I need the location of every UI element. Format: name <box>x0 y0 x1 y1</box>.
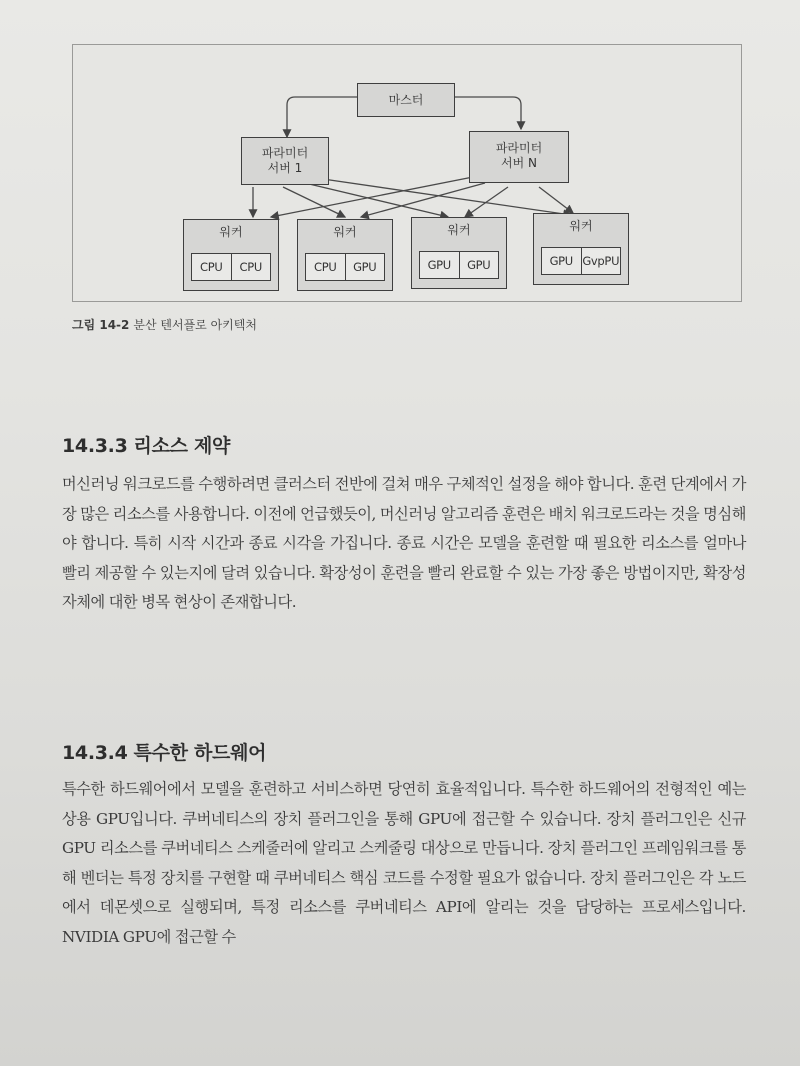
section-body: 머신러닝 워크로드를 수행하려면 클러스터 전반에 걸쳐 매우 구체적인 설정을 해야 합니다. 훈련 단계에서 가장 많은 리소스를 사용합니다. 이전에 언급했듯이, 머신러닝 알고리즘 훈련은 배치 워크로드라는 것을 명심해야 합니다. 특히 시작 시간과 종료 시각을 가집니다. 종료 시간은 모델을 훈련할 때 필요한 리소스를 얼마나 빨리 제공할 수 있는지에 달려 있습니다. 확장성이 훈련을 빨리 완료할 수 있는 가장 좋은 방법이지만, 확장성 자체에 대한 병목 현상이 존재합니다. <box>62 475 746 611</box>
device-row <box>191 253 271 281</box>
device-row <box>419 251 499 279</box>
worker-node <box>297 219 393 291</box>
arrow-ps1-w3 <box>305 183 448 217</box>
arrow-ps1-w4 <box>323 179 571 215</box>
device-chip: CPU <box>231 254 271 280</box>
arrow-master-to-psn <box>455 97 521 129</box>
device-chip: GPU <box>345 254 385 280</box>
section-heading <box>62 431 230 458</box>
figure-caption <box>72 316 257 333</box>
psn-label-line2: 서버 N <box>501 156 537 170</box>
device-chip: GPU <box>459 252 499 278</box>
section-heading <box>62 738 266 765</box>
device-row <box>541 247 621 275</box>
parameter-server-1 <box>241 137 329 185</box>
figure-caption-text: 분산 텐서플로 아키텍처 <box>133 318 257 332</box>
arrow-psn-w4 <box>539 187 573 213</box>
worker-label: 워커 <box>569 219 593 233</box>
section-number: 14.3.3 <box>62 435 128 457</box>
ps1-label-line2: 서버 1 <box>267 161 303 175</box>
figure-frame <box>72 44 742 302</box>
device-chip: CPU <box>306 254 345 280</box>
parameter-server-n <box>469 131 569 183</box>
section-title: 특수한 하드웨어 <box>133 742 267 764</box>
section-title: 리소스 제약 <box>133 435 231 457</box>
device-chip: GPU <box>542 248 581 274</box>
ps1-label-line1: 파라미터 <box>261 146 309 160</box>
device-chip: GvpPU <box>581 248 621 274</box>
arrow-master-to-ps1 <box>287 97 357 137</box>
worker-label: 워커 <box>447 223 471 237</box>
psn-label-line1: 파라미터 <box>495 141 543 155</box>
worker-label: 워커 <box>219 225 243 239</box>
worker-node <box>183 219 279 291</box>
worker-label: 워커 <box>333 225 357 239</box>
device-chip: CPU <box>192 254 231 280</box>
worker-node <box>411 217 507 289</box>
section-number: 14.3.4 <box>62 742 128 764</box>
figure-number: 그림 14-2 <box>72 318 130 332</box>
device-row <box>305 253 385 281</box>
master-node <box>357 83 455 117</box>
worker-node <box>533 213 629 285</box>
arrow-psn-w3 <box>465 187 508 217</box>
section-body: 특수한 하드웨어에서 모델을 훈련하고 서비스하면 당연히 효율적입니다. 특수한 하드웨어의 전형적인 예는 상용 GPU입니다. 쿠버네티스의 장치 플러그인을 통해 GPU에 접근할 수 있습니다. 장치 플러그인은 신규 GPU 리소스를 쿠버네티스 스케줄러에 알리고 스케줄링 대상으로 만듭니다. 장치 플러그인 프레임워크를 통해 벤더는 특정 장치를 구현할 때 쿠버네티스 핵심 코드를 수정할 필요가 없습니다. 장치 플러그인은 각 노드에서 데몬셋으로 실행되며, 특정 리소스를 쿠버네티스 API에 알리는 것을 담당하는 프로세스입니다. NVIDIA GPU에 접근할 수 <box>62 780 746 946</box>
device-chip: GPU <box>420 252 459 278</box>
master-node-label: 마스터 <box>388 93 424 107</box>
